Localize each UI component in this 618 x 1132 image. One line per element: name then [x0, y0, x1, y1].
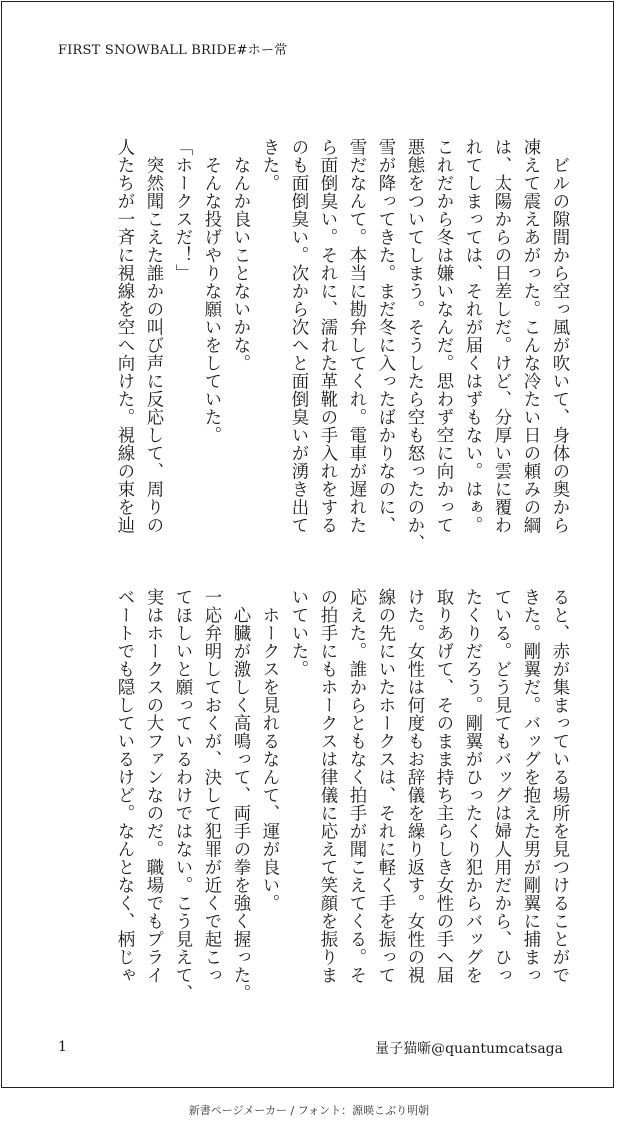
text-line: 悪態をついてしまう。そうしたら空も怒ったのか、 [404, 138, 424, 552]
text-line: ビルの隙間から空っ風が吹いて、身体の奥から [549, 138, 569, 534]
text-line: ると、赤が集まっている場所を見つけることがで [549, 588, 569, 984]
text-line: 心臓が激しく高鳴って、両手の拳を強く握った。 [230, 588, 250, 1002]
tool-credit: 新書ページメーカー / フォント：源暎こぶり明朝 [188, 1104, 430, 1117]
text-line: そんな投げやりな願いをしていた。 [201, 138, 221, 444]
page-title: FIRST SNOWBALL BRIDE#ホー常 [58, 43, 288, 58]
text-line: てほしいと願っているわけではない。こう見えて、 [172, 588, 192, 1002]
text-line: れてしまっては、それが届くはずもない。はぁ。 [462, 138, 482, 534]
text-line: ベートでも隠しているけど。なんとなく、柄じゃ [114, 588, 134, 984]
author-credit: 量子猫噺@quantumcatsaga [375, 1041, 563, 1057]
text-line: 応えた。誰からともなく拍手が聞こえてくる。そ [346, 588, 366, 984]
text-line: 雪が降ってきた。まだ冬に入ったばかりなのに、 [375, 138, 395, 534]
text-line: 人たちが一斉に視線を空へ向けた。視線の束を辿 [114, 138, 134, 534]
text-line: 線の先にいたホークスは、それに軽く手を振って [375, 588, 395, 984]
text-line: ら面倒臭い。それに、濡れた革靴の手入れをする [317, 138, 337, 534]
text-line: は、太陽からの日差しだ。けど、分厚い雲に覆わ [491, 138, 511, 534]
text-line: たくりだろう。剛翼がひったくり犯からバッグを [462, 588, 482, 984]
text-line: 一応弁明しておくが、決して犯罪が近くで起こっ [201, 588, 221, 984]
text-line: の拍手にもホークスは律儀に応えて笑顔を振りま [317, 588, 337, 984]
upper-text-block [53, 138, 573, 552]
text-line: 実はホークスの大ファンなのだ。職場でもプライ [143, 588, 163, 984]
text-line: これだから冬は嫌いなんだ。思わず空に向かって [433, 138, 453, 534]
text-line: きた。 [259, 138, 279, 192]
text-line: きた。剛翼だ。バッグを抱えた男が剛翼に捕まっ [520, 588, 540, 984]
text-line: ている。どう見てもバッグは婦人用だから、ひっ [491, 588, 511, 984]
page-number: 1 [58, 1039, 67, 1055]
text-line: けた。女性は何度もお辞儀を繰り返す。女性の視 [404, 588, 424, 984]
page-frame [1, 1, 614, 1088]
text-line: 「ホークスだ！」 [172, 138, 192, 282]
text-line: 取りあげて、そのまま持ち主らしき女性の手へ届 [433, 588, 453, 984]
text-line: 凍えて震えあがった。こんな冷たい日の頼みの綱 [520, 138, 540, 534]
text-line: のも面倒臭い。次から次へと面倒臭いが湧き出て [288, 138, 308, 534]
text-line: いていた。 [288, 588, 308, 678]
text-line: 雪だなんて。本当に勘弁してくれ。電車が遅れた [346, 138, 366, 534]
lower-text-block [53, 588, 573, 1002]
text-line: ホークスを見れるなんて、運が良い。 [259, 588, 279, 912]
text-line: 突然聞こえた誰かの叫び声に反応して、周りの [143, 138, 163, 534]
text-line: なんか良いことないかな。 [230, 138, 250, 372]
